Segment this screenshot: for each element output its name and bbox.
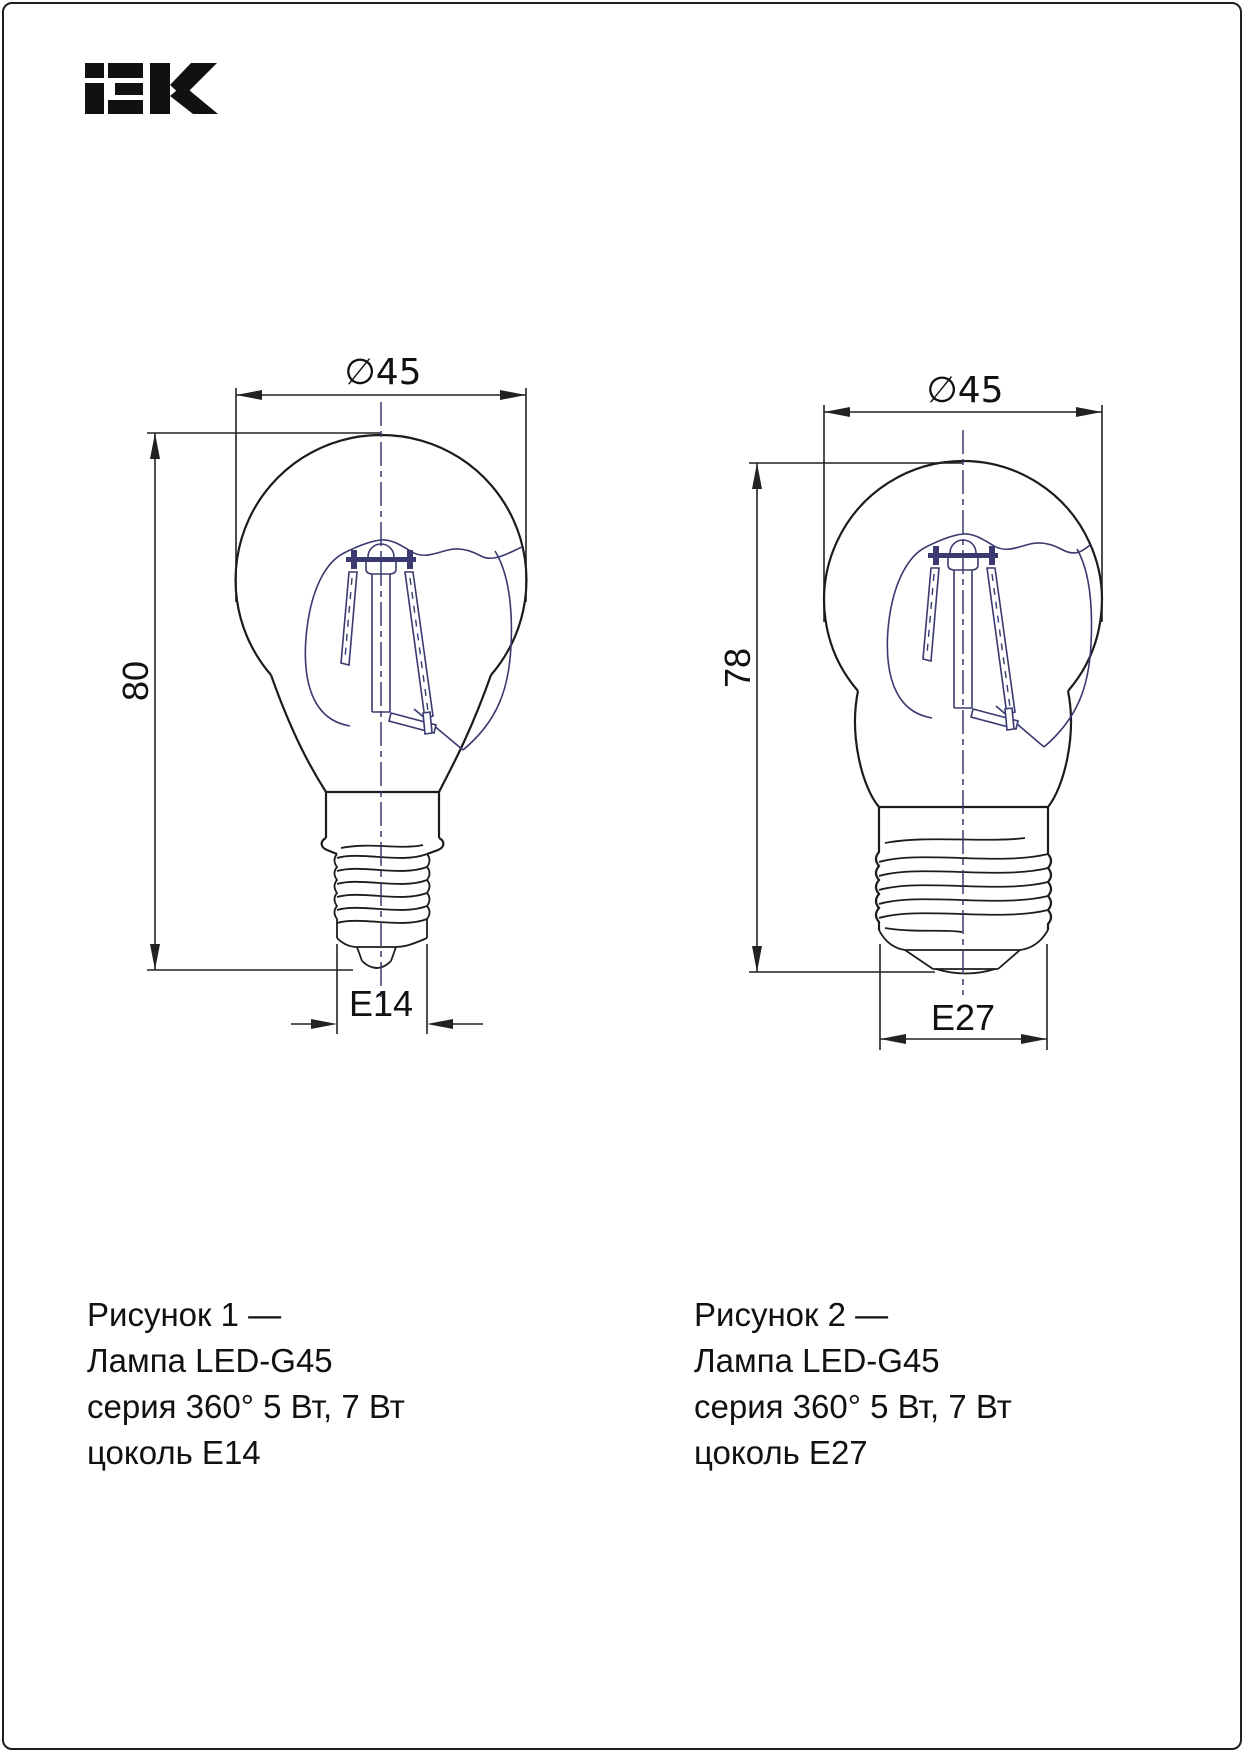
figure-2-diameter-label: ∅45 — [926, 370, 1004, 411]
figure-1-diameter-label: ∅45 — [344, 352, 422, 393]
figure-1-base-e14 — [322, 792, 444, 968]
figure-1-filament — [341, 544, 436, 734]
figure-2-drawing — [717, 370, 1102, 1050]
figure-1-caption-line: Рисунок 1 — — [87, 1296, 282, 1333]
figure-1-height-label: 80 — [115, 660, 156, 702]
figure-2-height-label: 78 — [717, 647, 758, 689]
figure-2-caption-line: серия 360° 5 Вт, 7 Вт — [694, 1388, 1012, 1425]
figure-1-base-label: E14 — [348, 983, 414, 1024]
figure-1-caption-line: цоколь Е14 — [87, 1434, 261, 1471]
figure-1-caption — [87, 1292, 447, 1476]
figure-2-filament — [923, 540, 1018, 730]
figure-1-caption-line: серия 360° 5 Вт, 7 Вт — [87, 1388, 405, 1425]
figure-2-caption-line: Рисунок 2 — — [694, 1296, 889, 1333]
iek-logo — [85, 63, 218, 114]
figure-2-caption — [694, 1292, 1054, 1476]
figure-2-base-label: E27 — [930, 997, 996, 1038]
figure-1-caption-line: Лампа LED-G45 — [87, 1342, 333, 1379]
figure-2-caption-line: цоколь Е27 — [694, 1434, 868, 1471]
figure-1-drawing — [115, 352, 526, 1034]
figure-1-height-dimension — [115, 433, 381, 970]
figure-1-base-dimension — [291, 944, 483, 1034]
figure-2-caption-line: Лампа LED-G45 — [694, 1342, 940, 1379]
